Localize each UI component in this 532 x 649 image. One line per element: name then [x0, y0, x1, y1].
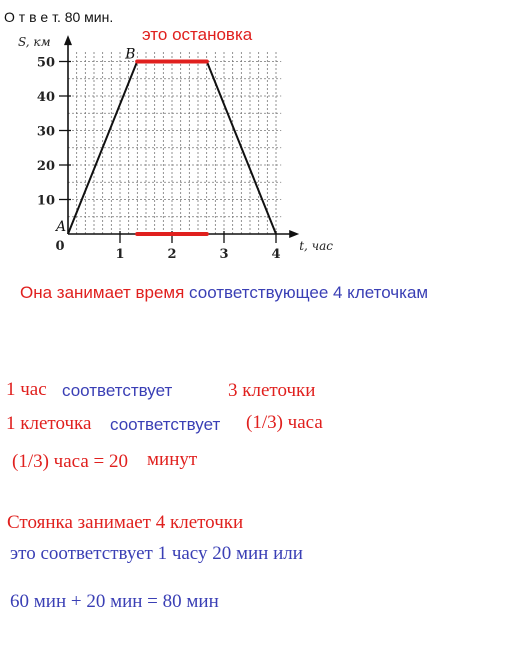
- y-tick-label: 30: [36, 124, 55, 140]
- x-axis-arrow: [289, 230, 299, 238]
- chart-ticks: [37, 56, 281, 263]
- x-tick-label: 4: [271, 247, 281, 262]
- distance-time-chart: [0, 28, 340, 268]
- point-label: B: [125, 46, 136, 63]
- cell-text: 1 клеточка: [6, 413, 92, 434]
- y-axis-label: S, км: [18, 35, 51, 49]
- y-tick-label: 10: [36, 193, 55, 209]
- x-axis-label: t, час: [299, 239, 333, 253]
- cell-corresponds-text: соответствует: [110, 415, 221, 434]
- chart-labels: [18, 35, 333, 254]
- hour-text: 1 час: [6, 379, 47, 400]
- chart-grid: [68, 51, 281, 234]
- hour-cells-text: 3 клеточки: [228, 380, 316, 401]
- line1-red-text: Она занимает время: [20, 283, 185, 302]
- equivalence-text: это соответствует 1 часу 20 мин или: [10, 543, 303, 564]
- y-tick-label: 50: [36, 55, 55, 71]
- y-tick-label: 20: [36, 159, 55, 174]
- minutes-text: минут: [147, 449, 198, 470]
- cell-third-text: (1/3) часа: [246, 412, 323, 433]
- point-label: A: [56, 219, 67, 235]
- notes-line-1: [20, 283, 428, 303]
- third-equals-text: (1/3) часа = 20: [12, 451, 128, 472]
- y-axis-arrow: [64, 35, 72, 45]
- sum-text: 60 мин + 20 мин = 80 мин: [10, 591, 219, 612]
- x-tick-label: 2: [167, 247, 177, 262]
- line1-blue-text: соответствующее 4 клеточкам: [189, 283, 429, 302]
- chart-axes: [64, 35, 299, 238]
- x-tick-label: 3: [219, 247, 229, 262]
- answer-text: О т в е т. 80 мин.: [4, 9, 114, 25]
- origin-label: 0: [55, 239, 65, 254]
- stay-text: Стоянка занимает 4 клеточки: [7, 512, 244, 533]
- y-tick-label: 40: [36, 90, 55, 105]
- hour-corresponds-text: соответствует: [62, 381, 173, 400]
- x-tick-label: 1: [115, 247, 125, 262]
- stop-label: это остановка: [142, 25, 253, 44]
